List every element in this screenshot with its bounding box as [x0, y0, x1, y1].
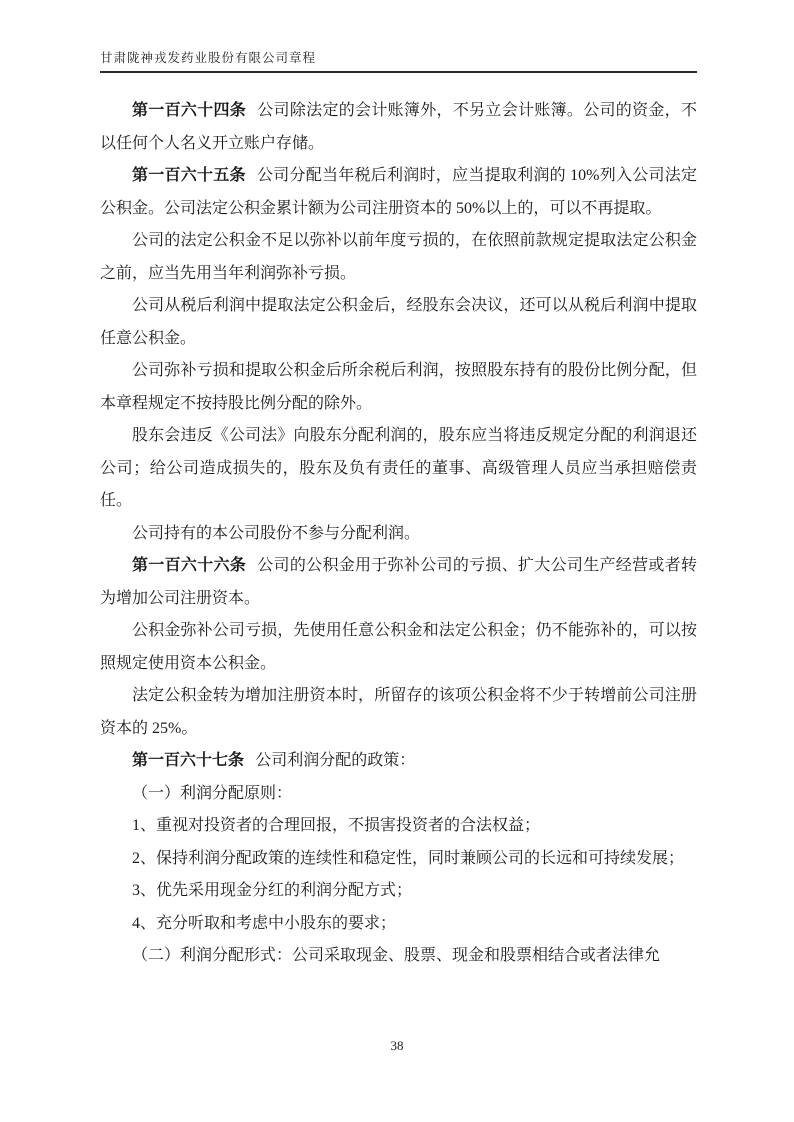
paragraph-text: 公司分配当年税后利润时，应当提取利润的 10%列入公司法定公积金。公司法定公积金累计额为公司注册资本的 50%以上的，可以不再提取。: [100, 167, 697, 217]
paragraph-text: 公司利润分配的政策：: [255, 752, 416, 769]
paragraph: [100, 940, 697, 973]
paragraph: [100, 355, 697, 420]
document-body: [100, 95, 697, 973]
paragraph-text: 公司的法定公积金不足以弥补以前年度亏损的，在依照前款规定提取法定公积金之前，应当先用当年利润弥补亏损。: [100, 232, 697, 282]
article-number: 第一百六十四条: [132, 102, 247, 119]
paragraph: [100, 810, 697, 843]
paragraph: [100, 518, 697, 551]
article-number: 第一百六十五条: [132, 167, 246, 184]
article-number: 第一百六十六条: [132, 557, 247, 574]
paragraph: [100, 778, 697, 811]
paragraph: [100, 160, 697, 225]
paragraph: [100, 225, 697, 290]
paragraph-text: 公司的公积金用于弥补公司的亏损、扩大公司生产经营或者转为增加公司注册资本。: [100, 557, 697, 607]
paragraph-text: 4、充分听取和考虑中小股东的要求；: [132, 914, 397, 932]
paragraph: [100, 843, 697, 876]
paragraph-text: 股东会违反《公司法》向股东分配利润的，股东应当将违反规定分配的利润退还公司；给公司造成损失的，股东及负有责任的董事、高级管理人员应当承担赔偿责任。: [100, 427, 697, 509]
paragraph: [100, 908, 697, 941]
paragraph: [100, 290, 697, 355]
paragraph-text: 2、保持利润分配政策的连续性和稳定性，同时兼顾公司的长远和可持续发展；: [132, 849, 685, 867]
paragraph-text: 公积金弥补公司亏损，先使用任意公积金和法定公积金；仍不能弥补的，可以按照规定使用资本公积金。: [100, 622, 697, 672]
header-title: 甘肃陇神戎发药业股份有限公司章程: [100, 51, 317, 65]
paragraph-text: 公司弥补亏损和提取公积金后所余税后利润，按照股东持有的股份比例分配，但本章程规定不按持股比例分配的除外。: [100, 362, 697, 412]
paragraph: [100, 680, 697, 745]
page-footer: [0, 1038, 794, 1054]
paragraph-text: （一）利润分配原则：: [132, 784, 293, 802]
paragraph: [100, 745, 697, 778]
paragraph-text: 公司持有的本公司股份不参与分配利润。: [132, 524, 421, 542]
paragraph-text: 法定公积金转为增加注册资本时，所留存的该项公积金将不少于转增前公司注册资本的 25%。: [100, 687, 697, 737]
paragraph-text: 公司从税后利润中提取法定公积金后，经股东会决议，还可以从税后利润中提取任意公积金。: [100, 297, 697, 347]
paragraph: [100, 550, 697, 615]
paragraph-text: 1、重视对投资者的合理回报，不损害投资者的合法权益；: [132, 817, 541, 834]
paragraph-text: （二）利润分配形式：公司采取现金、股票、现金和股票相结合或者法律允: [132, 947, 661, 964]
paragraph: [100, 420, 697, 518]
paragraph-text: 3、优先采用现金分红的利润分配方式；: [132, 882, 413, 899]
paragraph-text: 公司除法定的会计账簿外，不另立会计账簿。公司的资金，不以任何个人名义开立账户存储。: [100, 102, 697, 152]
article-number: 第一百六十七条: [132, 752, 245, 769]
paragraph: [100, 875, 697, 908]
paragraph: [100, 95, 697, 160]
page-number: 38: [390, 1038, 404, 1053]
page-header: [100, 48, 697, 73]
paragraph: [100, 615, 697, 680]
